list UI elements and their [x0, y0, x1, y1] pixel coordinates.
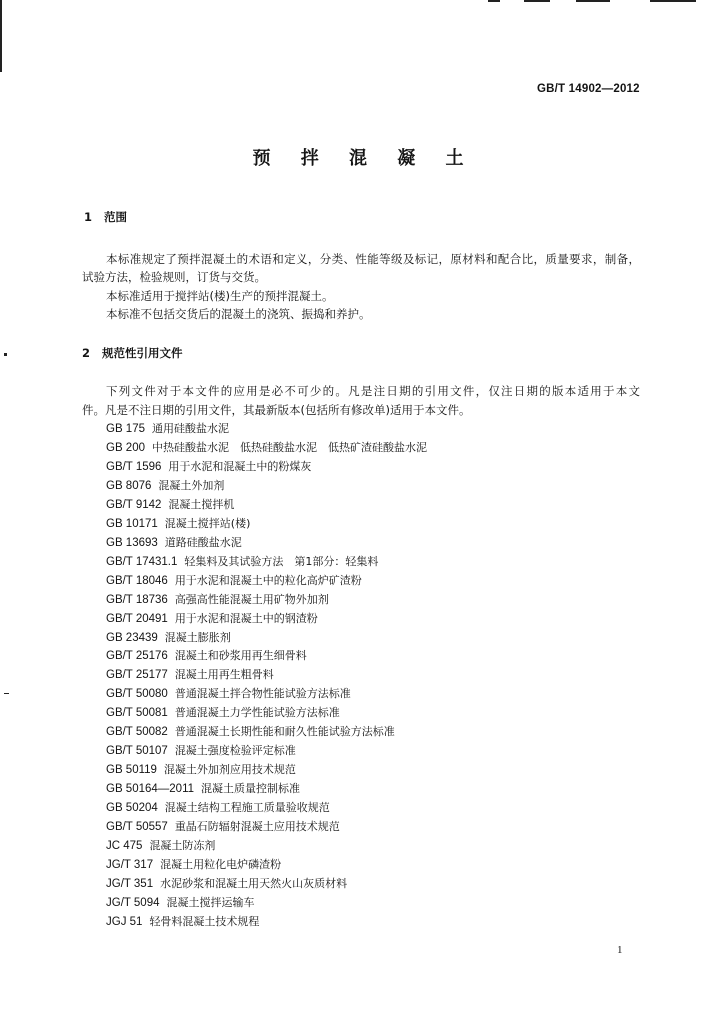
paragraph: 本标准不包括交货后的混凝土的浇筑、振捣和养护。 [106, 307, 371, 321]
reference-item [106, 515, 250, 531]
reference-item [106, 799, 330, 815]
reference-title: 中热硅酸盐水泥 低热硅酸盐水泥 低热矿渣硅酸盐水泥 [152, 440, 427, 454]
reference-item [106, 477, 224, 493]
reference-code: GB/T 18046 [106, 574, 168, 587]
reference-title: 混凝土强度检验评定标准 [174, 744, 296, 758]
reference-code: JG/T 5094 [106, 896, 160, 909]
scan-edge-left [0, 0, 2, 72]
reference-item [106, 723, 395, 739]
reference-item [106, 647, 307, 663]
reference-title: 混凝土外加剂应用技术规范 [163, 763, 296, 777]
reference-code: GB 13693 [106, 536, 158, 549]
reference-item [106, 818, 340, 834]
reference-code: GB/T 50107 [106, 745, 168, 758]
reference-code: JG/T 351 [106, 877, 154, 890]
reference-code: GB/T 50080 [106, 688, 168, 701]
reference-item [106, 629, 231, 645]
paragraph: 试验方法，检验规则，订货与交货。 [82, 270, 266, 284]
reference-item [106, 610, 318, 626]
reference-code: GB/T 50082 [106, 726, 168, 739]
reference-title: 轻集料及其试验方法 第1部分：轻集料 [184, 554, 379, 568]
reference-item [106, 572, 362, 588]
reference-item [106, 591, 329, 607]
reference-code: GB/T 25176 [106, 650, 168, 663]
reference-title: 用于水泥和混凝土中的粉煤灰 [168, 459, 312, 473]
section-1-heading [84, 209, 127, 225]
reference-code: GB 200 [106, 441, 145, 454]
reference-item [106, 666, 274, 682]
scan-mark-top-4 [650, 0, 696, 2]
reference-title: 通用硅酸盐水泥 [152, 422, 229, 435]
reference-item [106, 913, 259, 929]
reference-item [106, 420, 229, 436]
reference-code: GB/T 25177 [106, 669, 168, 682]
reference-item [106, 894, 255, 910]
scan-dot-left [4, 353, 7, 356]
reference-item [106, 837, 215, 853]
reference-title: 混凝土防冻剂 [149, 838, 216, 852]
scan-mark-top-1 [488, 0, 500, 2]
section-title: 范围 [104, 210, 128, 224]
reference-code: GB 8076 [106, 479, 152, 492]
reference-title: 重晶石防辐射混凝土应用技术规范 [174, 820, 340, 833]
section-title: 规范性引用文件 [102, 346, 183, 360]
reference-code: JG/T 317 [106, 858, 154, 871]
reference-code: GB/T 1596 [106, 460, 162, 473]
reference-title: 混凝土膨胀剂 [164, 630, 231, 644]
document-title: 预 拌 混 凝 土 [252, 148, 476, 169]
paragraph: 本标准规定了预拌混凝土的术语和定义，分类、性能等级及标记，原材料和配合比，质量要求，制备， [106, 252, 640, 266]
reference-title: 混凝土和砂浆用再生细骨料 [174, 649, 307, 663]
reference-item [106, 553, 378, 569]
reference-code: JGJ 51 [106, 915, 143, 928]
reference-code: GB/T 50557 [106, 821, 168, 833]
section-number: 2 [82, 346, 91, 360]
reference-item [106, 458, 311, 474]
reference-title: 道路硅酸盐水泥 [164, 535, 242, 549]
section-number: 1 [84, 210, 93, 224]
reference-title: 普通混凝土长期性能和耐久性能试验方法标准 [174, 725, 395, 739]
reference-code: GB/T 20491 [106, 612, 168, 625]
reference-code: GB/T 9142 [106, 498, 162, 511]
reference-code: GB 23439 [106, 631, 158, 644]
reference-title: 普通混凝土力学性能试验方法标准 [174, 706, 340, 720]
reference-item [106, 534, 242, 550]
reference-title: 混凝土用再生粗骨料 [174, 668, 274, 682]
section-2-heading [82, 345, 183, 361]
reference-title: 混凝土用粒化电炉磷渣粉 [160, 857, 282, 871]
reference-code: JC 475 [106, 839, 143, 852]
reference-code: GB 10171 [106, 517, 158, 530]
reference-title: 混凝土结构工程施工质量验收规范 [164, 801, 330, 814]
reference-code: GB/T 18736 [106, 593, 168, 606]
reference-title: 混凝土搅拌运输车 [166, 895, 255, 909]
reference-item [106, 856, 281, 872]
standard-code: GB/T 14902—2012 [537, 83, 640, 95]
page-number: 1 [617, 944, 623, 956]
paragraph: 件。凡是不注日期的引用文件，其最新版本(包括所有修改单)适用于本文件。 [82, 403, 471, 417]
scan-dash-left [4, 693, 9, 694]
reference-item [106, 780, 300, 796]
reference-title: 混凝土搅拌机 [168, 497, 235, 511]
reference-item [106, 875, 347, 891]
reference-title: 水泥砂浆和混凝土用天然火山灰质材料 [160, 876, 348, 890]
reference-code: GB/T 50081 [106, 707, 168, 720]
reference-title: 高强高性能混凝土用矿物外加剂 [174, 592, 329, 606]
scan-mark-top-2 [524, 0, 550, 2]
reference-item [106, 439, 427, 455]
reference-code: GB 50119 [106, 764, 157, 777]
reference-item [106, 704, 340, 720]
reference-title: 混凝土质量控制标准 [201, 782, 301, 795]
reference-title: 用于水泥和混凝土中的粒化高炉矿渣粉 [174, 573, 362, 587]
reference-item [106, 496, 234, 512]
reference-item [106, 685, 351, 701]
reference-title: 混凝土搅拌站(楼) [164, 516, 251, 530]
reference-item [106, 742, 296, 758]
reference-code: GB 175 [106, 423, 145, 435]
reference-title: 普通混凝土拌合物性能试验方法标准 [174, 687, 351, 701]
reference-title: 混凝土外加剂 [158, 478, 225, 492]
paragraph: 下列文件对于本文件的应用是必不可少的。凡是注日期的引用文件，仅注日期的版本适用于本文 [106, 384, 640, 398]
reference-item [106, 761, 296, 777]
reference-code: GB/T 17431.1 [106, 555, 178, 568]
paragraph: 本标准适用于搅拌站(楼)生产的预拌混凝土。 [106, 289, 334, 303]
reference-code: GB 50204 [106, 802, 158, 814]
reference-code: GB 50164—2011 [106, 783, 195, 795]
scan-mark-top-3 [576, 0, 610, 2]
reference-title: 用于水泥和混凝土中的钢渣粉 [174, 611, 318, 625]
reference-title: 轻骨料混凝土技术规程 [149, 914, 260, 928]
